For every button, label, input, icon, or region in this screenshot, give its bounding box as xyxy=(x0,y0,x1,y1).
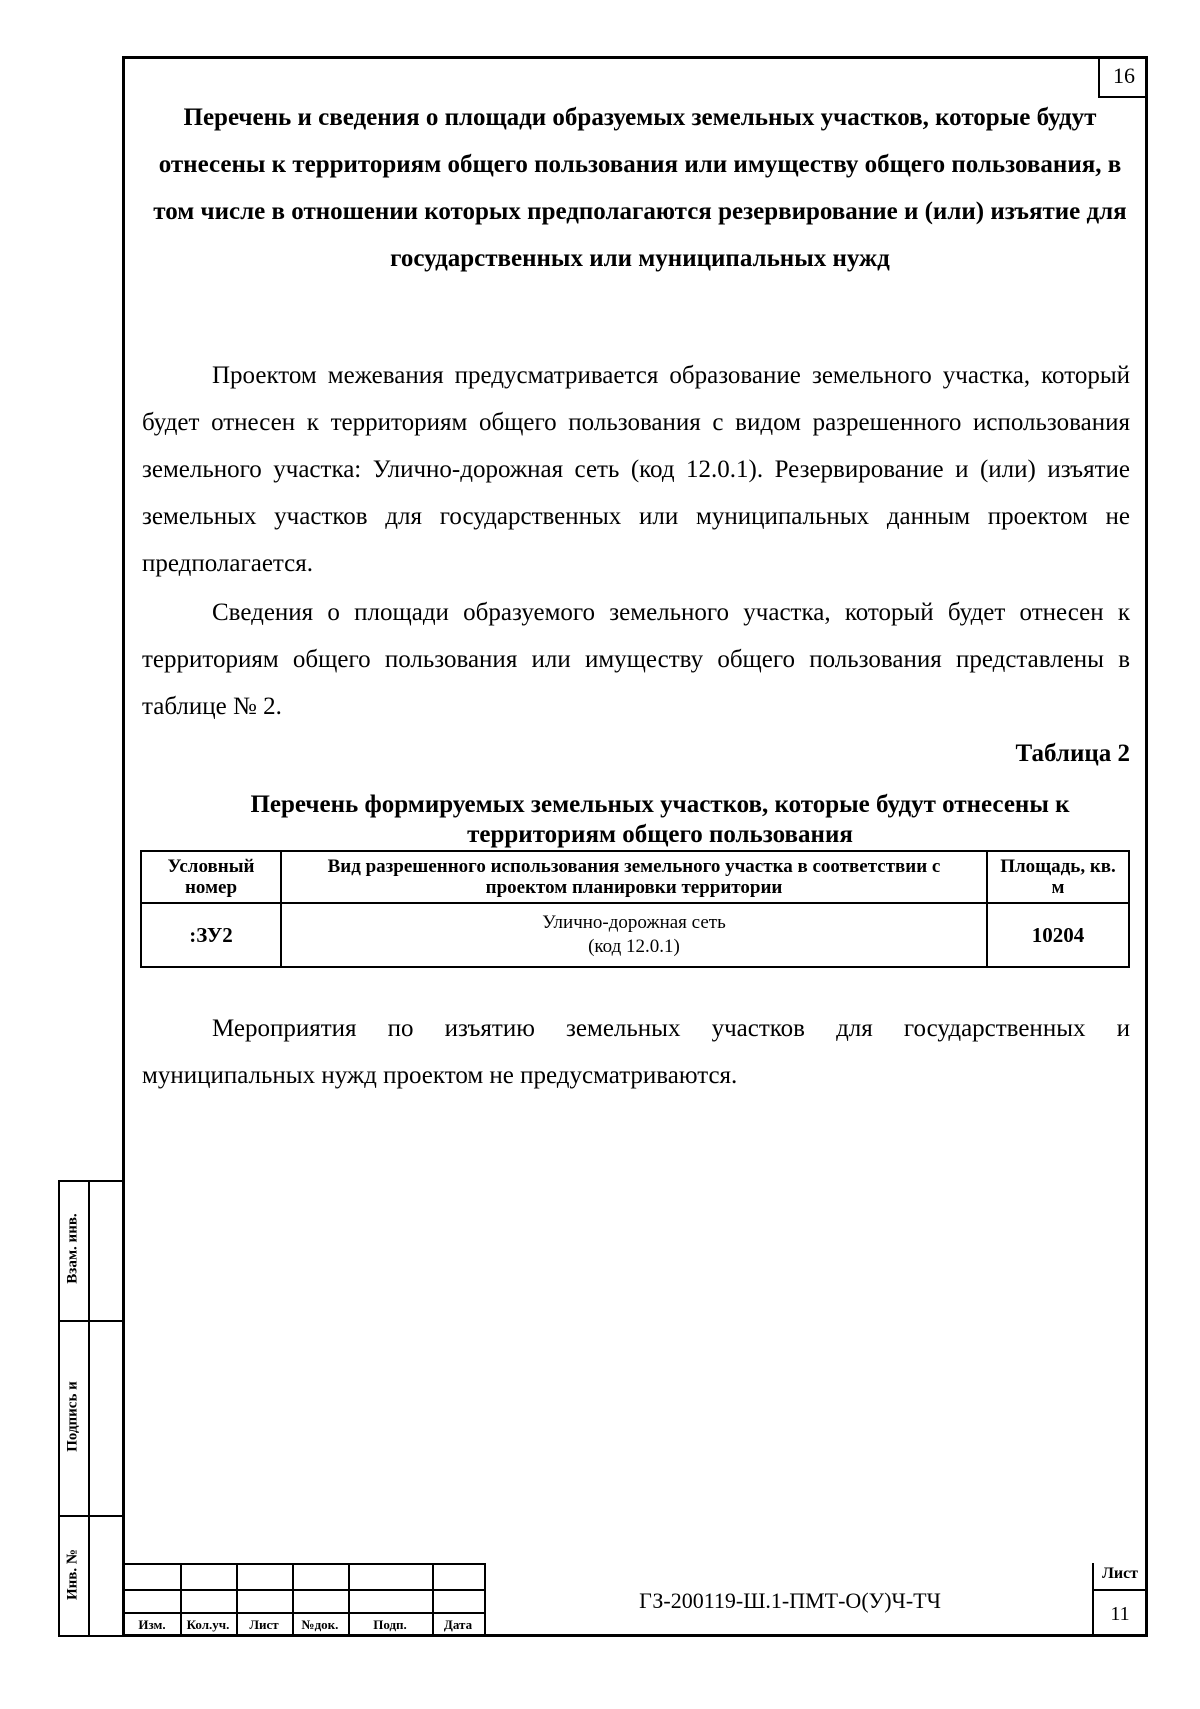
tb-label-ndok: №док. xyxy=(301,1617,339,1632)
tb-label-kolvo: Кол.уч. xyxy=(186,1617,230,1632)
tb-label-izm: Изм. xyxy=(138,1617,166,1632)
paragraph-1: Проектом межевания предусматривается образование земельного участка, который будет отнесен к территориям общего пользования с видом разрешенного использования земельного участка: Улично-дорожная сеть (код 12.0.1). Резервирование и (или) изъятие земельных участков для государственных или муниципальных данным проектом не предполагается. xyxy=(142,362,1130,577)
table-row xyxy=(141,903,1129,967)
side-label-inv: Инв. № xyxy=(64,1549,81,1600)
title-block-line xyxy=(122,1589,484,1591)
title-block-line xyxy=(122,1563,484,1565)
side-label-vzam: Взам. инв. xyxy=(64,1213,81,1284)
sheet-number: 11 xyxy=(1110,1603,1130,1625)
side-label-podpis: Подпись и xyxy=(64,1381,81,1452)
cell-number: :ЗУ2 xyxy=(141,903,281,967)
table-caption: Таблица 2 xyxy=(1015,740,1130,767)
side-stamp-row-line xyxy=(58,1320,122,1322)
side-stamp-divider xyxy=(88,1180,90,1637)
document-code: ГЗ-200119-Ш.1-ПМТ-О(У)Ч-ТЧ xyxy=(639,1588,941,1613)
table-title: Перечень формируемых земельных участков, которые будут отнесены к территориям общего пользования xyxy=(250,791,1070,848)
paragraph-2: Сведения о площади образуемого земельного участка, который будет отнесен к территориям общего пользования или имуществу общего пользования представлены в таблице № 2. xyxy=(142,599,1130,720)
tb-label-list: Лист xyxy=(249,1617,279,1632)
section-heading: Перечень и сведения о площади образуемых земельных участков, которые будут отнесены к территориям общего пользования или имуществу общего пользования, в том числе в отношении которых предполагаются резервирование и (или) изъятие для государственных или муниципальных нужд xyxy=(153,104,1127,272)
cell-use-line2: (код 12.0.1) xyxy=(588,936,680,957)
paragraph-3: Мероприятия по изъятию земельных участков для государственных и муниципальных нужд проектом не предусматриваются. xyxy=(142,1015,1130,1089)
tb-label-podp: Подп. xyxy=(373,1617,407,1632)
plots-table xyxy=(140,850,1130,968)
table-header-row xyxy=(141,851,1129,903)
header-area: Площадь, кв. м xyxy=(987,851,1129,903)
tb-label-data: Дата xyxy=(443,1617,473,1632)
side-stamp-row-line xyxy=(58,1515,122,1517)
title-block-line xyxy=(1092,1589,1148,1591)
cell-use xyxy=(281,903,987,967)
header-use: Вид разрешенного использования земельного участка в соответствии с проектом планировки территории xyxy=(281,851,987,903)
sheet-label: Лист xyxy=(1101,1565,1139,1582)
page-number: 16 xyxy=(1098,56,1148,98)
cell-use-line1: Улично-дорожная сеть xyxy=(542,912,726,933)
cell-area: 10204 xyxy=(987,903,1129,967)
title-block-line xyxy=(122,1612,484,1614)
header-number: Условный номер xyxy=(141,851,281,903)
